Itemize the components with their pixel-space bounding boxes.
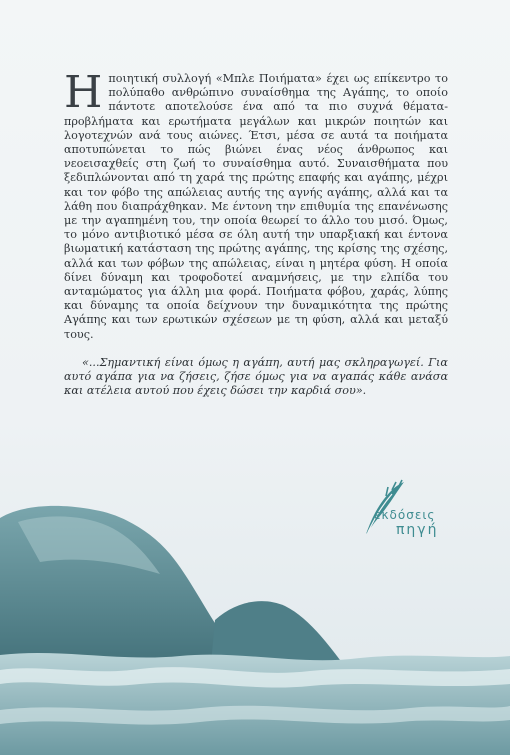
sea-surface <box>0 653 510 755</box>
publisher-logo <box>358 478 468 550</box>
paragraph-text: ποιητική συλλογή «Μπλε Ποιήματα» έχει ως επίκεντρο το πολύπαθο ανθρώπινο συναίσθημα της Αγάπης, το οποίο πάντοτε αποτελούσε ένα από τα πιο συχνά θέματα-προβλήματα και ερωτήματα μεγάλων και μικρών ποιητών και λογοτεχνών ανά τους αιώνες. Έτσι, μέσα σε αυτά τα ποιήματα αποτυπώνεται το πώς βιώνει ένας νέος άνθρωπος και νεοεισαχθείς στη ζωή το συναίσθημα αυτό. Συναισθήματα που ξεδιπλώνονται από τη χαρά της πρώτης επαφής και αγάπης, μέχρι και τον φόβο της απώλειας αυτής της αγνής αγάπης, αλλά και τα λάθη που διαπράχθηκαν. Με έντονη την επιθυμία της επανένωσης με την αγαπημένη του, την οποία θεωρεί το άλλο του μισό. Όμως, το μόνο αντιβιοτικό μέσα σε όλη αυτή την υπαρξιακή και έντονα βιωματική κατάσταση της πρώτης αγάπης, της κρίσης της σχέσης, αλλά και των φόβων της απώλειας, είναι η μητέρα φύση. Η οποία δίνει δύναμη και τροφοδοτεί αναμνήσεις, με την ελπίδα του ανταμώματος για άλλη μια φορά. Ποιήματα φόβου, χαράς, λύπης και δύναμης τα οποία δείχνουν την δυναμικότητα της πρώτης Αγάπης και των ερωτικών σχέσεων με τη φύση, αλλά και μεταξύ τους. <box>64 72 448 341</box>
logo-text-name: πηγή <box>396 522 439 538</box>
italic-quote: «...Σημαντική είναι όμως η αγάπη, αυτή μας σκληραγωγεί. Για αυτό αγάπα για να ζήσεις, ζήσε όμως για να αγαπάς κάθε ανάσα και ατέλεια αυτού που έχεις δώσει την καρδιά σου». <box>64 355 448 398</box>
logo-text-publisher: εκδόσεις <box>374 508 436 522</box>
body-paragraph <box>64 67 448 342</box>
drop-cap: Η <box>64 67 103 118</box>
blurb-text-block <box>64 67 448 398</box>
